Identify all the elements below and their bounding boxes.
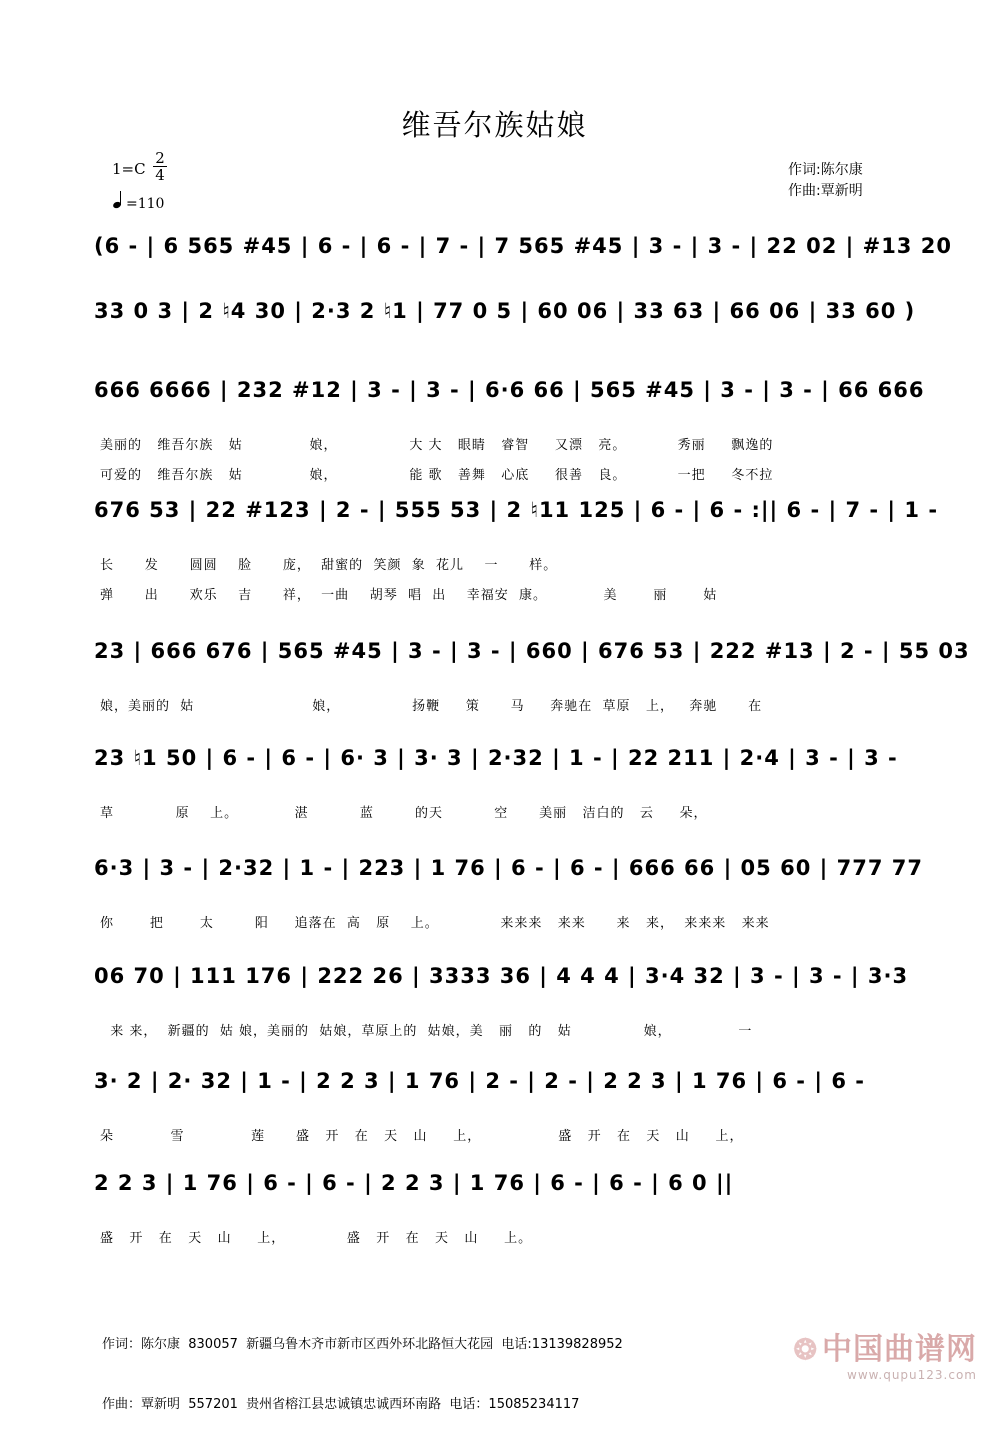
stave-notes: 33 0 3 | 2 ♮4 30 | 2·3 2 ♮1 | 77 0 5 | 60 06 | 33 63 | 66 06 | 33 60 ) (94, 299, 916, 323)
tempo-value: =110 (126, 196, 165, 212)
tempo-marking (113, 194, 164, 212)
lyric-line: 你 把 太 阳 追落在 高 原 上。 来来来 来来 来 来， 来来来 来来 (100, 916, 770, 931)
stave-line (94, 740, 908, 780)
lyric-line: 朵 雪 莲 盛 开 在 天 山 上， 盛 开 在 天 山 上， (100, 1129, 744, 1144)
stave-notes: (6 - | 6 565 #45 | 6 - | 6 - | 7 - | 7 565 #45 | 3 - | 3 - | 22 02 | #13 20 (94, 234, 952, 258)
credits (788, 160, 863, 202)
stave-line (94, 492, 939, 532)
stave-notes: 23 ♮1 50 | 6 - | 6 - | 6· 3 | 3· 3 | 2·32 | 1 - | 22 211 | 2·4 | 3 - | 3 - (94, 746, 898, 770)
composer: 作曲:覃新明 (788, 183, 863, 199)
song-title: 维吾尔族姑娘 (401, 108, 588, 142)
time-signature (153, 150, 167, 183)
meter-denominator: 4 (155, 166, 165, 184)
stave-notes: 2 2 3 | 1 76 | 6 - | 6 - | 2 2 3 | 1 76 | 6 - | 6 - | 6 0 || (94, 1171, 734, 1195)
lyricist: 作词:陈尔康 (788, 162, 863, 178)
lyric-line: 草 原 上。 湛 蓝 的天 空 美丽 洁白的 云 朵， (100, 806, 708, 821)
lyric-line: 来 来， 新疆的 姑 娘，美丽的 姑娘，草原上的 姑娘，美 丽 的 姑 娘， 一 (100, 1024, 753, 1039)
lyric-line: 娘，美丽的 姑 娘， 扬鞭 策 马 奔驰在 草原 上， 奔驰 在 (100, 699, 763, 714)
stave-line (94, 372, 925, 412)
lyric-line: 长 发 圆圆 脸 庞， 甜蜜的 笑颜 象 花儿 一 样。 (100, 558, 558, 573)
lyric-line: 美丽的 维吾尔族 姑 娘， 大 大 眼睛 睿智 又漂 亮。 秀丽 飘逸的 (100, 438, 774, 453)
site-logo-icon: ❂ (793, 1333, 818, 1366)
watermark-url: www.qupu123.com (847, 1368, 977, 1382)
stave-line (94, 958, 908, 998)
stave-line (94, 293, 916, 333)
footer-line-lyricist: 作词：陈尔康 830057 新疆乌鲁木齐市新市区西外环北路恒大花园 电话:13139828952 (102, 1337, 623, 1352)
stave-notes: 6·3 | 3 - | 2·32 | 1 - | 223 | 1 76 | 6 - | 6 - | 666 66 | 05 60 | 777 77 (94, 856, 923, 880)
stave-notes: 676 53 | 22 #123 | 2 - | 555 53 | 2 ♮11 125 | 6 - | 6 - :|| 6 - | 7 - | 1 - (94, 498, 939, 522)
lyric-line: 弹 出 欢乐 吉 祥， 一曲 胡琴 唱 出 幸福安 康。 美 丽 姑 (100, 588, 718, 603)
stave-notes: 666 6666 | 232 #12 | 3 - | 3 - | 6·6 66 | 565 #45 | 3 - | 3 - | 66 666 (94, 378, 925, 402)
quarter-note-icon (113, 194, 123, 208)
stave-notes: 06 70 | 111 176 | 222 26 | 3333 36 | 4 4 4 | 3·4 32 | 3 - | 3 - | 3·3 (94, 964, 909, 988)
lyric-line: 盛 开 在 天 山 上， 盛 开 在 天 山 上。 (100, 1231, 533, 1246)
meter-numerator: 2 (153, 150, 167, 167)
stave-line (94, 228, 952, 268)
watermark (794, 1324, 977, 1382)
stave-notes: 23 | 666 676 | 565 #45 | 3 - | 3 - | 660 | 676 53 | 222 #13 | 2 - | 55 03 (94, 639, 970, 663)
key-signature: 1=C (112, 160, 146, 178)
stave-line (94, 633, 970, 673)
stave-line (94, 1165, 908, 1205)
lyric-line: 可爱的 维吾尔族 姑 娘， 能 歌 善舞 心底 很善 良。 一把 冬不拉 (100, 468, 774, 483)
stave-notes: 3· 2 | 2· 32 | 1 - | 2 2 3 | 1 76 | 2 - | 2 - | 2 2 3 | 1 76 | 6 - | 6 - (94, 1069, 865, 1093)
footer-contact (102, 1295, 623, 1435)
footer-line-composer: 作曲：覃新明 557201 贵州省榕江县忠诚镇忠诚西环南路 电话：15085234117 (102, 1397, 580, 1412)
watermark-logo (794, 1324, 977, 1368)
watermark-logo-text: 中国曲谱网 (822, 1332, 977, 1367)
stave-line (94, 1063, 908, 1103)
stave-line (94, 850, 923, 890)
